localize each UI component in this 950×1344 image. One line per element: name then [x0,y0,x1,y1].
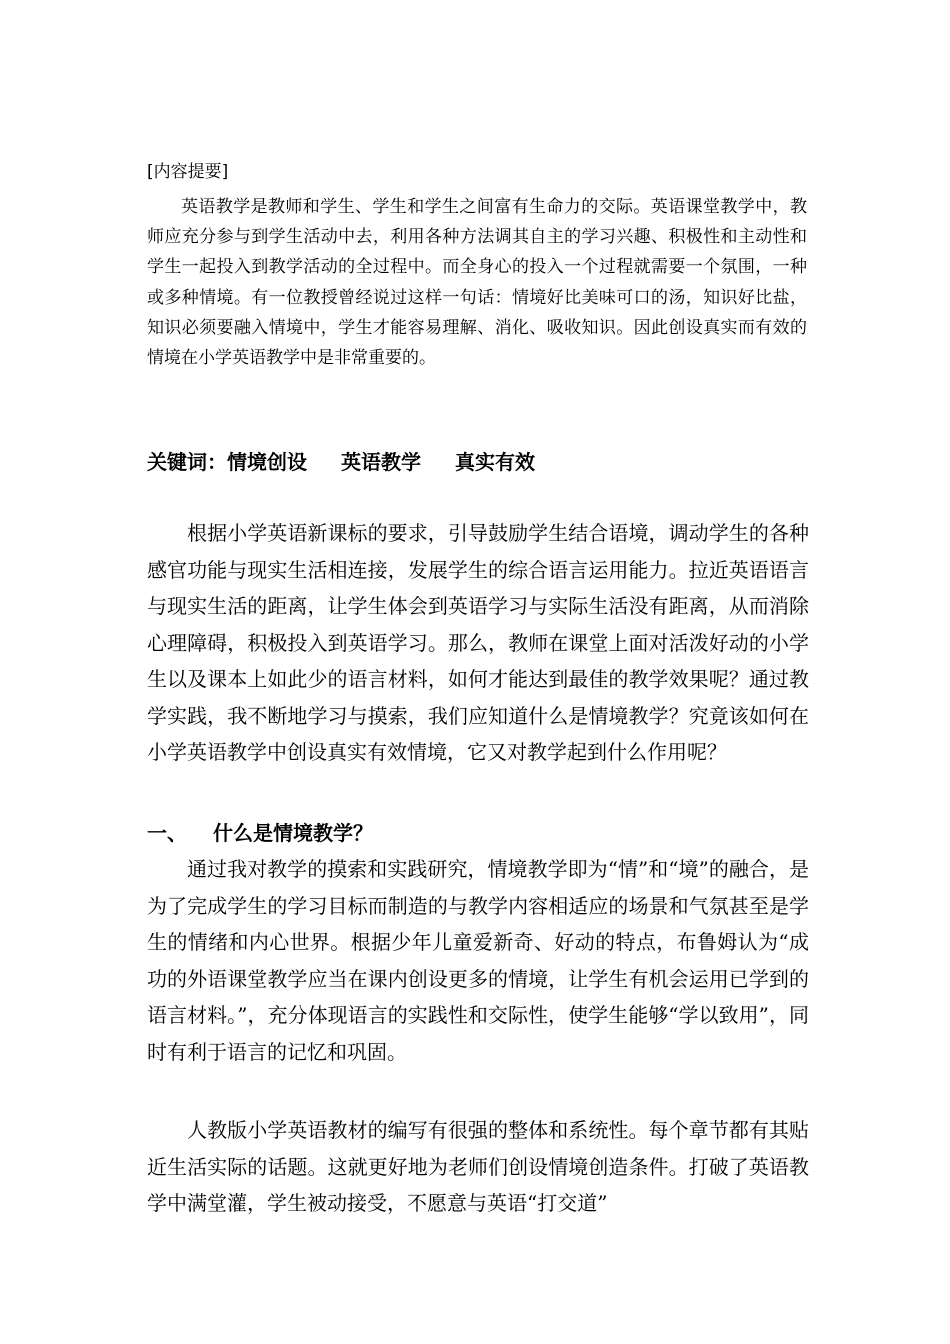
keywords-label: 关键词： [147,450,227,474]
keyword-item: 情境创设 [227,450,307,474]
section-paragraph: 通过我对教学的摸索和实践研究，情境教学即为“情”和“境”的融合，是为了完成学生的学习目标而制造的与教学内容相适应的场景和气氛甚至是学生的情绪和内心世界。根据少年儿童爱新奇、好动的特点，布鲁姆认为“成功的外语课堂教学应当在课内创设更多的情境，让学生有机会运用已学到的语言材料。”，充分体现语言的实践性和交际性，使学生能够“学以致用”，同时有利于语言的记忆和巩固。 [147,857,809,1064]
section-title: 什么是情境教学？ [213,821,373,845]
section-paragraph: 人教版小学英语教材的编写有很强的整体和系统性。每个章节都有其贴近生活实际的话题。这就更好地为老师们创设情境创造条件。打破了英语教学中满堂灌，学生被动接受，不愿意与英语“打交道” [147,1118,809,1215]
intro-paragraph: 根据小学英语新课标的要求，引导鼓励学生结合语境，调动学生的各种感官功能与现实生活相连接，发展学生的综合语言运用能力。拉近英语语言与现实生活的距离，让学生体会到英语学习与实际生活没有距离，从而消除心理障碍，积极投入到英语学习。那么，教师在课堂上面对活泼好动的小学生以及课本上如此少的语言材料，如何才能达到最佳的教学效果呢？通过教学实践，我不断地学习与摸索，我们应知道什么是情境教学？究竟该如何在小学英语教学中创设真实有效情境，它又对教学起到什么作用呢？ [147,521,809,764]
section-heading [147,815,373,851]
keywords-line [147,448,535,476]
abstract-label: [内容提要] [147,162,229,182]
section-number: 一、 [147,821,187,845]
keyword-item: 英语教学 [341,450,421,474]
keyword-item: 真实有效 [455,450,535,474]
abstract-paragraph: 英语教学是教师和学生、学生和学生之间富有生命力的交际。英语课堂教学中，教师应充分参与到学生活动中去，利用各种方法调其自主的学习兴趣、积极性和主动性和学生一起投入到教学活动的全过程中。而全身心的投入一个过程就需要一个氛围，一种或多种情境。有一位教授曾经说过这样一句话：情境好比美味可口的汤，知识好比盐，知识必须要融入情境中，学生才能容易理解、消化、吸收知识。因此创设真实而有效的情境在小学英语教学中是非常重要的。 [147,197,807,369]
